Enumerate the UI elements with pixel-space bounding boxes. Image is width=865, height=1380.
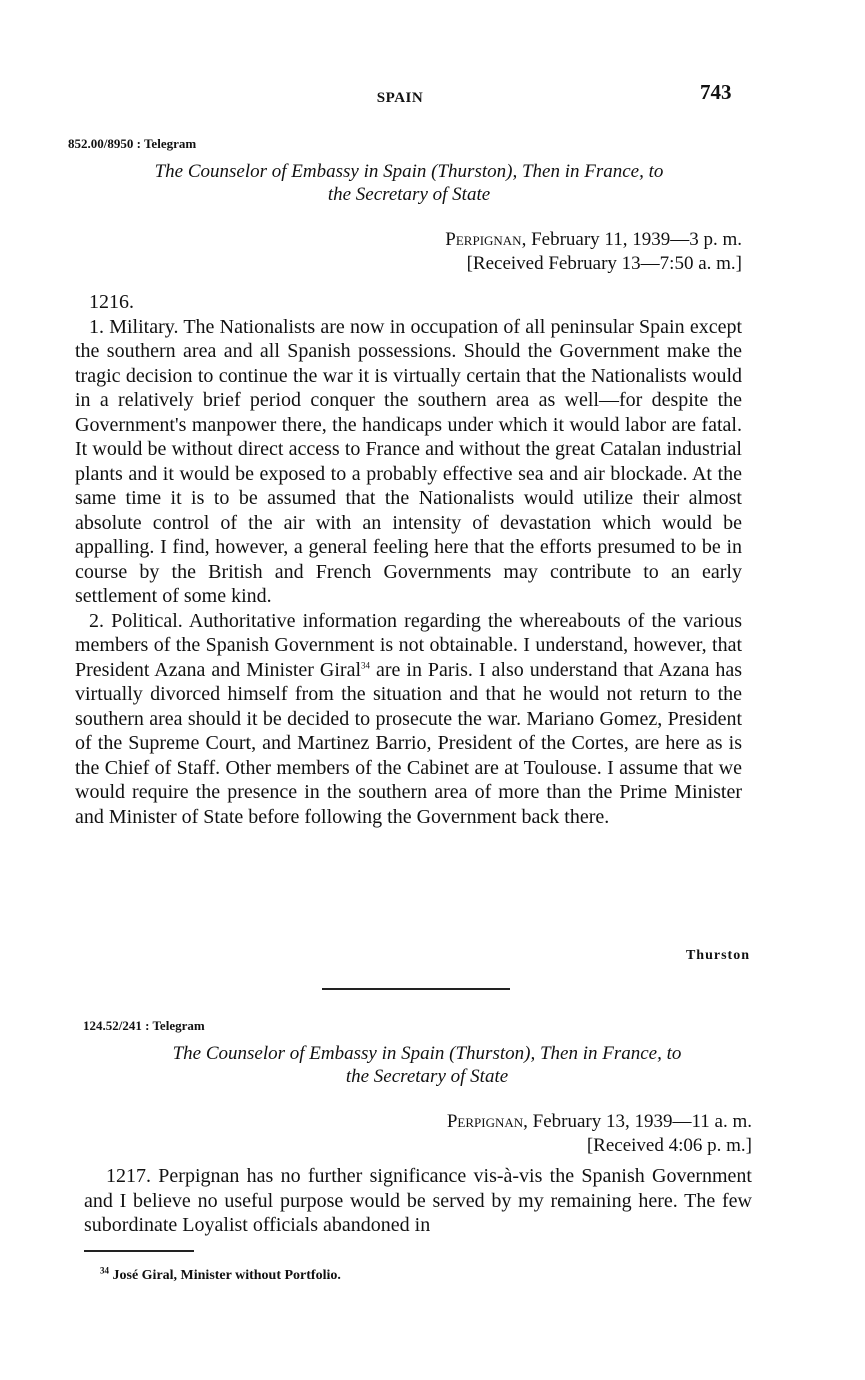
doc1-number: 1216. — [89, 291, 134, 313]
footnote — [100, 1265, 341, 1284]
doc1-para2 — [75, 609, 742, 830]
doc1-title — [64, 160, 754, 206]
doc2-body — [84, 1164, 752, 1238]
doc2-received: [Received 4:06 p. m.] — [586, 1135, 752, 1156]
doc2-para1: 1217. Perpignan has no further significance vis-à-vis the Spanish Government and I believe no useful purpose would be served by my remaining here. The few subordinate Loyalist officials abandoned in — [84, 1165, 752, 1236]
doc1-title-line1: The Counselor of Embassy in Spain (Thurston), Then in France, to — [154, 161, 664, 182]
footnote-text: José Giral, Minister without Portfolio. — [109, 1268, 341, 1283]
page-number: 743 — [700, 80, 732, 104]
doc1-date-line — [300, 228, 742, 252]
doc2-place: Perpignan — [446, 1111, 524, 1132]
doc2-title — [82, 1042, 772, 1088]
doc1-signature: Thurston — [685, 948, 750, 963]
section-divider — [322, 988, 510, 990]
doc2-date-line — [300, 1110, 752, 1134]
footnote-rule — [84, 1250, 194, 1252]
doc1-place: Perpignan — [445, 229, 522, 250]
footnote-marker: 34 — [100, 1265, 109, 1276]
doc1-body — [75, 290, 742, 829]
doc2-title-line1: The Counselor of Embassy in Spain (Thurston), Then in France, to — [172, 1043, 682, 1064]
footnote-ref-34[interactable]: 34 — [361, 659, 371, 670]
doc1-title-line2: the Secretary of State — [327, 184, 491, 205]
doc1-date: , February 11, 1939—3 p. m. — [521, 229, 742, 250]
running-head: SPAIN — [376, 90, 424, 106]
doc1-received: [Received February 13—7:50 a. m.] — [466, 253, 742, 274]
doc1-para2-b: are in Paris. I also understand that Azana has virtually divorced himself from the situation and that he would not return to the southern area should it be decided to prosecute the war. Mariano Gomez, President of the Supreme Court, and Martinez Barrio, President of the Cortes, are here as is the Chief of Staff. Other members of the Cabinet are at Toulouse. I assume that we would require the presence in the southern area of more than the Prime Minister and Minister of State before following the Government back there. — [75, 658, 742, 828]
doc2-file-ref: 124.52/241 : Telegram — [83, 1018, 205, 1033]
doc1-para1: 1. Military. The Nationalists are now in occupation of all peninsular Spain except the southern area and all Spanish possessions. Should the Government make the tragic decision to continue the war it is virtually certain that the Nationalists would in a relatively brief period conquer the southern area as well—for despite the Government's manpower there, the handicaps under which it would labor are fatal. It would be without direct access to France and without the great Catalan industrial plants and it would be exposed to a probably effective sea and air blockade. At the same time it is to be assumed that the Nationalists would utilize their almost absolute control of the air with an intensity of devastation which would be appalling. I find, however, a general feeling here that the efforts presumed to be in course by the British and French Governments may contribute to an early settlement of some kind. — [75, 315, 742, 607]
doc2-date: , February 13, 1939—11 a. m. — [523, 1111, 752, 1132]
doc1-para2-a: 2. Political. Authoritative information regarding the whereabouts of the various members of the Spanish Government is not obtainable. I understand, however, that President Azana and Minister Giral — [75, 609, 742, 681]
doc1-dateline — [300, 228, 742, 276]
doc1-file-ref: 852.00/8950 : Telegram — [68, 136, 197, 151]
doc2-dateline — [300, 1110, 752, 1158]
doc2-title-line2: the Secretary of State — [345, 1066, 509, 1087]
